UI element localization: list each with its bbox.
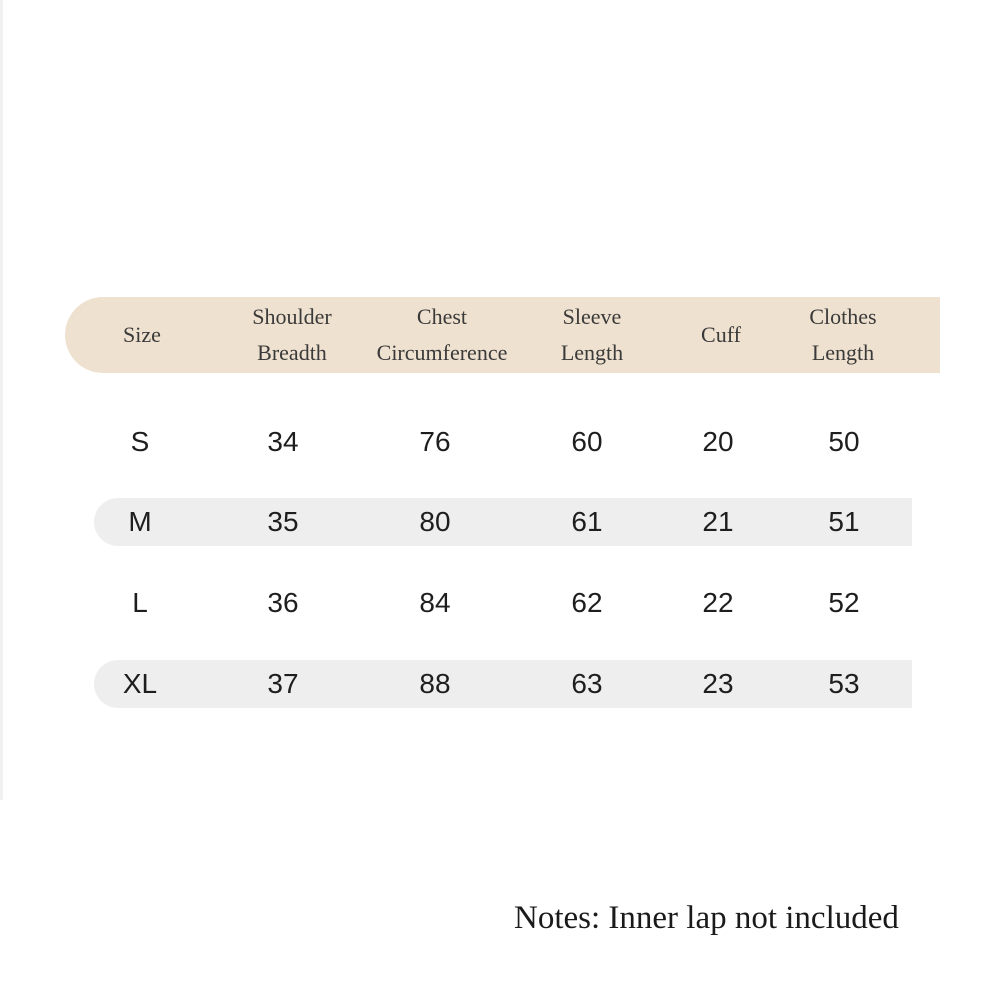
header-sleeve-length-line: Sleeve — [562, 304, 622, 329]
cell-chest-circumference: 84 — [419, 587, 451, 618]
header-shoulder-breadth — [252, 297, 331, 373]
header-clothes-length-line: Clothes — [809, 304, 877, 329]
cell-shoulder-breadth: 35 — [267, 506, 299, 537]
cell-shoulder-breadth: 37 — [267, 668, 299, 699]
header-size — [123, 297, 161, 373]
cell-size: L — [132, 587, 148, 618]
table-row-stripe — [94, 660, 912, 708]
notes-text: Notes: Inner lap not included — [514, 900, 899, 936]
table-row-stripe — [94, 498, 912, 546]
cell-chest-circumference: 76 — [419, 426, 451, 457]
cell-shoulder-breadth: 34 — [267, 426, 299, 457]
cell-sleeve-length: 60 — [571, 426, 603, 457]
header-chest-circumference — [377, 297, 508, 373]
cell-cuff: 23 — [702, 668, 734, 699]
cell-size: XL — [122, 668, 158, 699]
cell-clothes-length: 53 — [828, 668, 860, 699]
header-shoulder-breadth-line: Breadth — [257, 340, 327, 365]
cell-sleeve-length: 63 — [571, 668, 603, 699]
header-chest-circumference-line: Chest — [416, 304, 468, 329]
header-chest-circumference-line: Circumference — [376, 340, 508, 365]
cell-size: S — [130, 426, 150, 457]
cell-clothes-length: 52 — [828, 587, 860, 618]
cell-sleeve-length: 61 — [571, 506, 603, 537]
header-sleeve-length — [561, 297, 623, 373]
left-edge-line — [0, 0, 3, 800]
header-clothes-length — [809, 297, 876, 373]
cell-cuff: 20 — [702, 426, 734, 457]
header-clothes-length-line: Length — [811, 340, 875, 365]
header-cuff — [701, 297, 741, 373]
cell-cuff: 22 — [702, 587, 734, 618]
cell-clothes-length: 51 — [828, 506, 860, 537]
cell-chest-circumference: 88 — [419, 668, 451, 699]
header-sleeve-length-line: Length — [560, 340, 624, 365]
cell-size: M — [128, 506, 152, 537]
cell-chest-circumference: 80 — [419, 506, 451, 537]
cell-shoulder-breadth: 36 — [267, 587, 299, 618]
header-size-line: Size — [123, 322, 161, 347]
header-shoulder-breadth-line: Shoulder — [252, 304, 332, 329]
cell-sleeve-length: 62 — [571, 587, 603, 618]
cell-cuff: 21 — [702, 506, 734, 537]
header-cuff-line: Cuff — [701, 322, 741, 347]
cell-clothes-length: 50 — [828, 426, 860, 457]
